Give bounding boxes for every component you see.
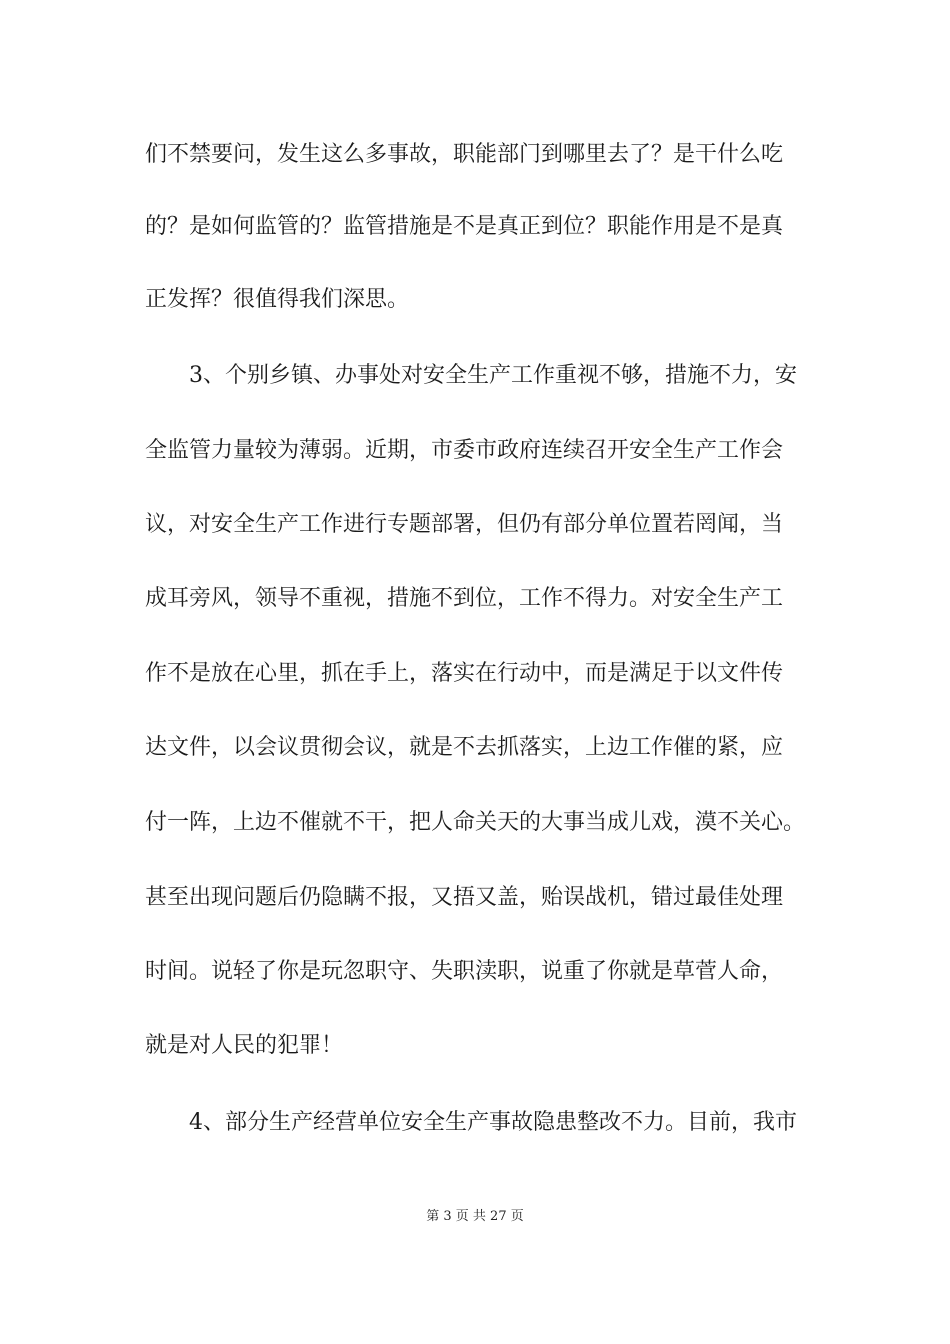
page-number-footer: 第 3 页 共 27 页: [426, 1209, 524, 1224]
text-line: 付一阵，上边不催就不干，把人命关天的大事当成儿戏，漠不关心。: [145, 810, 806, 835]
text-line: 时间。说轻了你是玩忽职守、失职渎职，说重了你就是草菅人命，: [145, 959, 784, 984]
text-line: 3、个别乡镇、办事处对安全生产工作重视不够，措施不力，安: [145, 363, 797, 388]
text-line: 正发挥？很值得我们深思。: [145, 287, 410, 312]
text-line: 们不禁要问，发生这么多事故，职能部门到哪里去了？是干什么吃: [145, 142, 784, 167]
text-line: 成耳旁风，领导不重视，措施不到位，工作不得力。对安全生产工: [145, 586, 784, 611]
text-line: 甚至出现问题后仍隐瞒不报，又捂又盖，贻误战机，错过最佳处理: [145, 885, 784, 910]
text-line: 全监管力量较为薄弱。近期，市委市政府连续召开安全生产工作会: [145, 438, 784, 463]
text-line: 作不是放在心里，抓在手上，落实在行动中，而是满足于以文件传: [145, 661, 784, 686]
text-line: 4、部分生产经营单位安全生产事故隐患整改不力。目前，我市: [145, 1110, 797, 1135]
text-line: 的？是如何监管的？监管措施是不是真正到位？职能作用是不是真: [145, 214, 784, 239]
text-line: 议，对安全生产工作进行专题部署，但仍有部分单位置若罔闻，当: [145, 512, 784, 537]
text-line: 就是对人民的犯罪！: [145, 1033, 344, 1058]
text-line: 达文件，以会议贯彻会议，就是不去抓落实，上边工作催的紧，应: [145, 735, 784, 760]
